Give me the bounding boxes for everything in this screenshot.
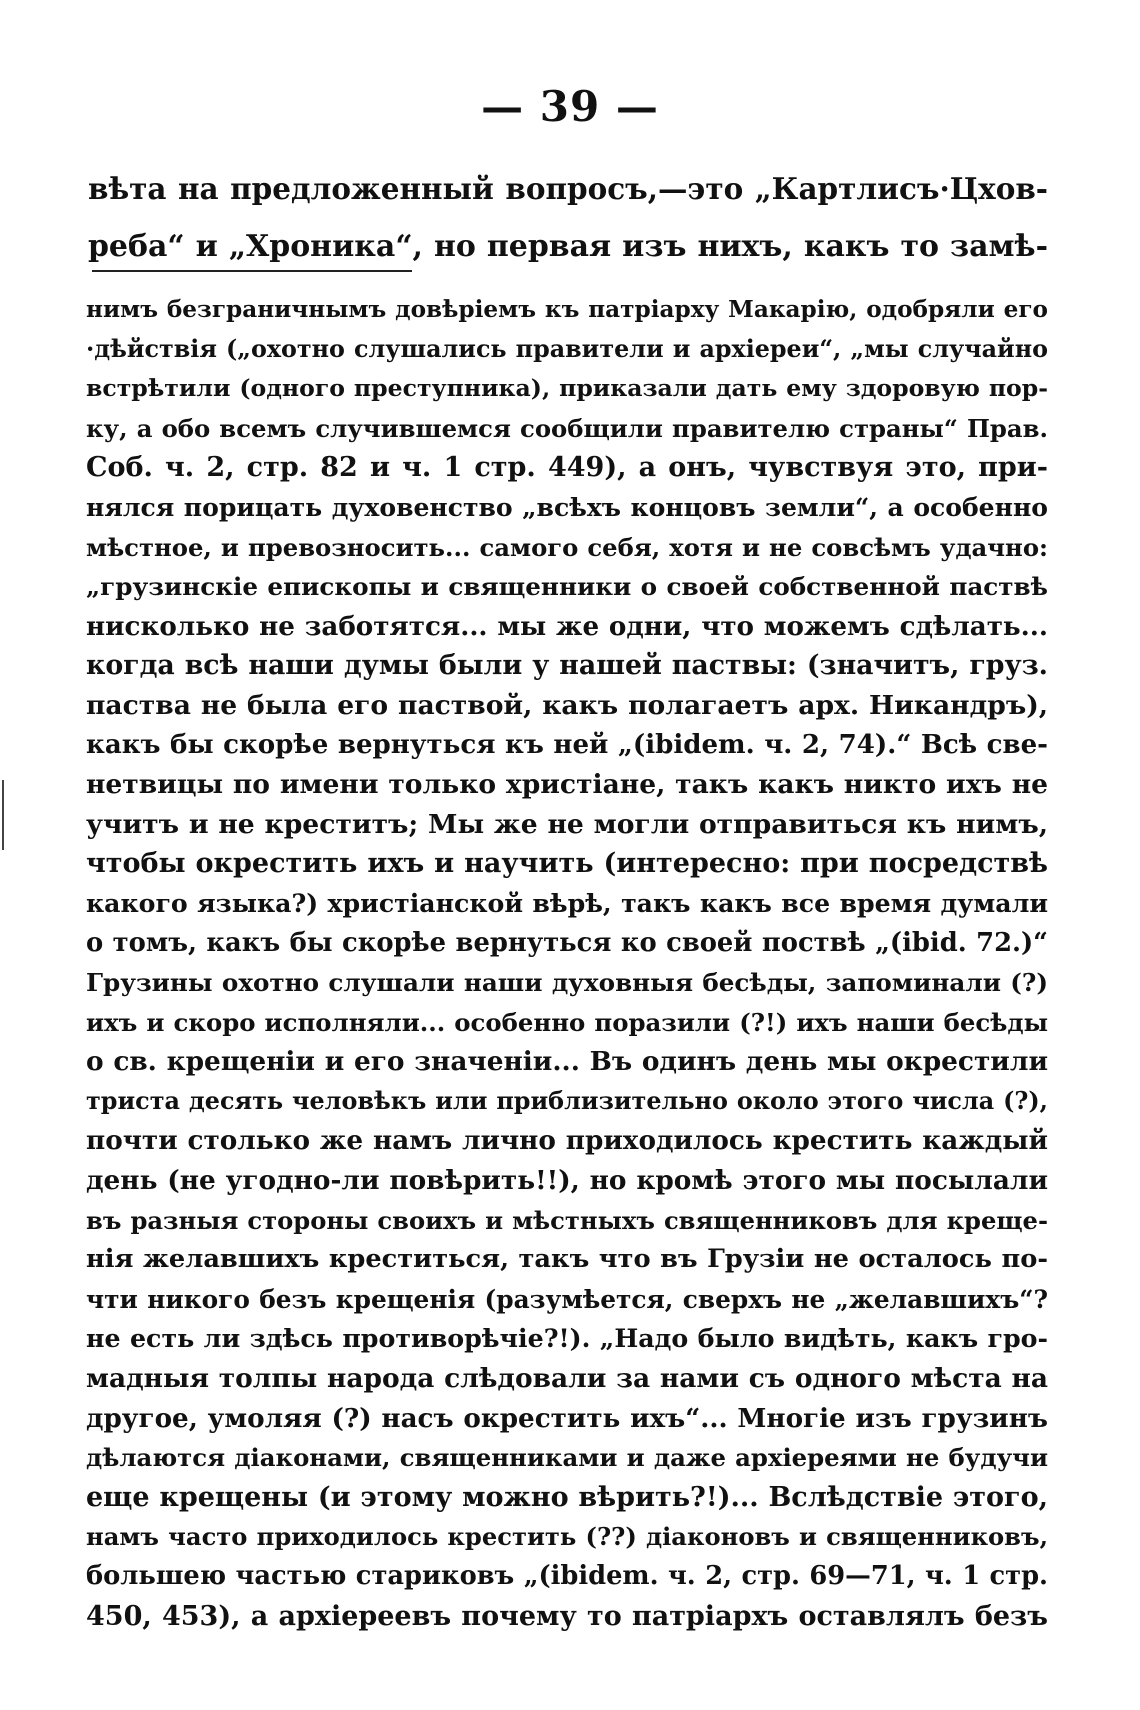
footnote-line: о томъ, какъ бы скорѣе вернуться ко своей поствѣ „(ibid. 72.)“	[86, 927, 1048, 958]
footnote-line: ку, а обо всемъ случившемся сообщили правителю страны“ Прав.	[86, 413, 1048, 443]
footnote-line: дѣлаются діаконами, священниками и даже архіереями не будучи	[86, 1443, 1048, 1473]
footnote-line: Грузины охотно слушали наши духовныя бесѣды, запоминали (?)	[86, 968, 1048, 998]
footnote-line: паства не была его паствой, какъ полагаетъ арх. Никандръ),	[86, 689, 1048, 721]
footnote	[86, 290, 1048, 1636]
footnote-divider	[92, 270, 412, 272]
footnote-line: встрѣтили (одного преступника), приказали дать ему здоровую пор-	[86, 374, 1048, 403]
footnote-line: триста десять человѣкъ или приблизительно около этого числа (?),	[86, 1086, 1048, 1115]
footnote-line: нія желавшихъ креститься, такъ что въ Грузіи не осталось по-	[86, 1244, 1048, 1275]
footnote-line: мѣстное, и превозносить... самого себя, хотя и не совсѣмъ удачно:	[86, 532, 1048, 562]
main-line: вѣта на предложенный вопросъ,—это „Картлисъ·Цхов-	[88, 171, 1048, 206]
footnote-line: еще крещены (и этому можно вѣрить?!)... Вслѣдствіе этого,	[86, 1481, 1048, 1513]
main-text	[88, 160, 1048, 276]
footnote-line: „грузинскіе епископы и священники о своей собственной паствѣ	[86, 572, 1048, 602]
footnote-line: чтобы окрестить ихъ и научить (интересно: при посредствѣ	[86, 848, 1048, 880]
footnote-line: ·дѣйствія („охотно слушались правители и архіереи“, „мы случайно	[86, 334, 1048, 363]
footnote-line: не есть ли здѣсь противорѣчіе?!). „Надо было видѣть, какъ гро-	[86, 1323, 1048, 1354]
footnote-line: другое, умоляя (?) насъ окрестить ихъ“... Многіе изъ грузинъ	[86, 1402, 1048, 1434]
footnote-line: мадныя толпы народа слѣдовали за нами съ одного мѣста на	[86, 1363, 1048, 1395]
footnote-line: почти столько же намъ лично приходилось крестить каждый	[86, 1125, 1048, 1157]
footnote-line: 450, 453), а архіереевъ почему то патріархъ оставлялъ безъ	[86, 1600, 1048, 1632]
main-line: реба“ и „Хроника“, но первая изъ нихъ, какъ то замѣ-	[88, 229, 1048, 264]
footnote-line: когда всѣ наши думы были у нашей паствы: (значитъ, груз.	[86, 650, 1048, 682]
footnote-line: большею частью стариковъ „(ibidem. ч. 2, стр. 69—71, ч. 1 стр.	[86, 1561, 1048, 1591]
margin-mark	[2, 780, 4, 850]
footnote-line: намъ часто приходилось крестить (??) діаконовъ и священниковъ,	[86, 1522, 1048, 1552]
footnote-line: чти никого безъ крещенія (разумѣется, сверхъ не „желавшихъ“?	[86, 1284, 1048, 1314]
footnote-line: нялся порицать духовенство „всѣхъ концовъ земли“, а особенно	[86, 491, 1048, 522]
page-number: — 39 —	[481, 82, 659, 131]
footnote-line: день (не угодно-ли повѣрить!!), но кромѣ этого мы посылали	[86, 1165, 1048, 1197]
footnote-line: нетвицы по имени только христіане, такъ какъ никто ихъ не	[86, 769, 1048, 801]
footnote-line: о св. крещеніи и его значеніи... Въ одинъ день мы окрестили	[86, 1046, 1048, 1078]
footnote-line: нимъ безграничнымъ довѣріемъ къ патріарху Макарію, одобряли его	[86, 296, 1048, 323]
footnote-line: учитъ и не креститъ; Мы же не могли отправиться къ нимъ,	[86, 808, 1048, 840]
footnote-line: ихъ и скоро исполняли... особенно поразили (?!) ихъ наши бесѣды	[86, 1007, 1048, 1037]
footnote-line: какъ бы скорѣе вернуться къ ней „(ibidem. ч. 2, 74).“ Всѣ све-	[86, 729, 1048, 760]
footnote-line: нисколько не заботятся... мы же одни, что можемъ сдѣлать...	[86, 610, 1048, 642]
footnote-line: какого языка?) христіанской вѣрѣ, такъ какъ все время думали	[86, 887, 1048, 918]
footnote-line: въ разныя стороны своихъ и мѣстныхъ священниковъ для креще-	[86, 1205, 1048, 1235]
footnote-line: Соб. ч. 2, стр. 82 и ч. 1 стр. 449), а онъ, чувствуя это, при-	[86, 452, 1048, 484]
